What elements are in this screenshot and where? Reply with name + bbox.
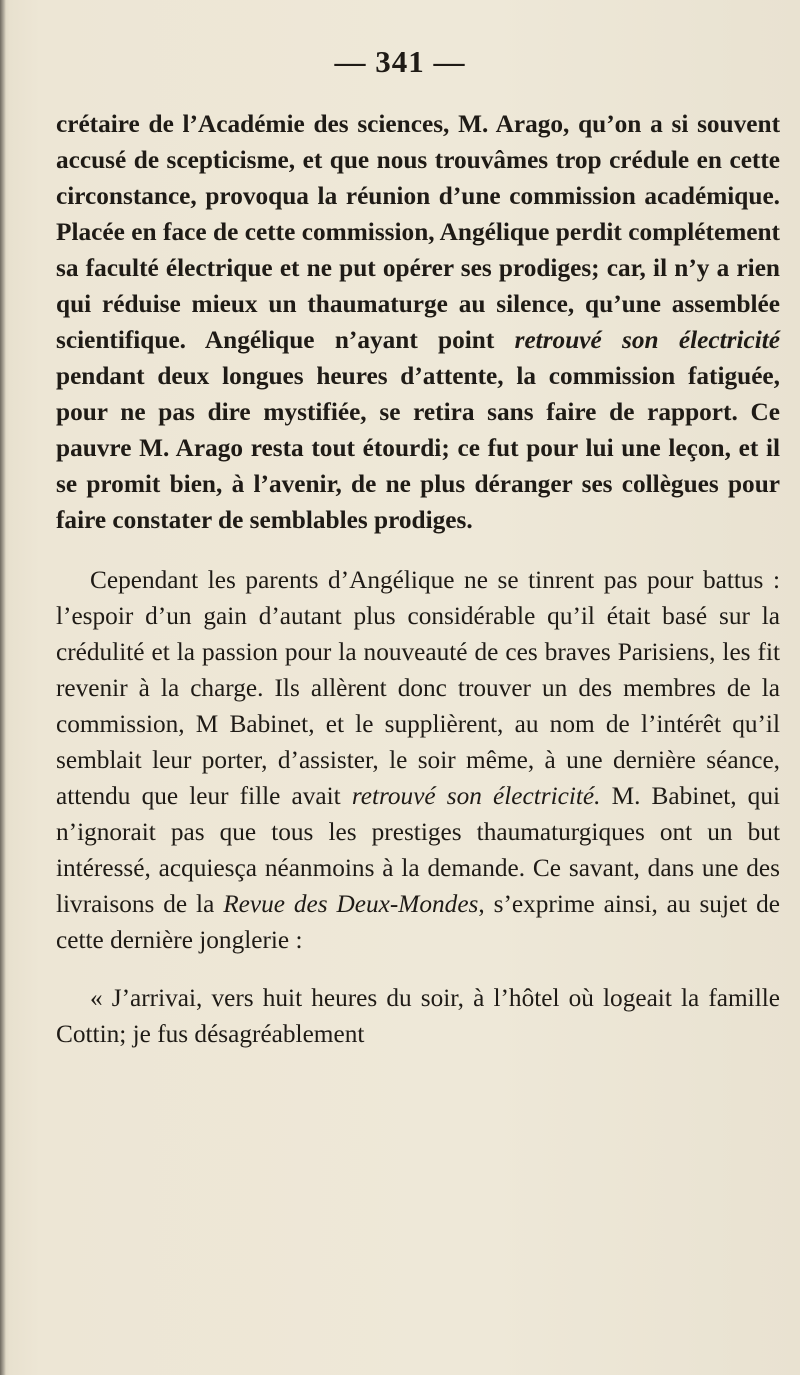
body-text xyxy=(56,106,780,1052)
paragraph-3 xyxy=(56,980,780,1052)
paragraph-2-text-1: Cependant les parents d’Angélique ne se tinrent pas pour battus : l’espoir d’un gain d’autant plus considérable qu’il était basé sur la crédulité et la passion pour la nouveauté de ces braves Parisiens, les fit revenir à la charge. Ils allèrent donc trouver un des membres de la commission, M Babinet, et le supplièrent, au nom de l’intérêt qu’il semblait leur porter, d’assister, le soir même, à une dernière séance, attendu que leur fille avait xyxy=(56,566,780,810)
paragraph-2 xyxy=(56,562,780,958)
paragraph-1 xyxy=(56,106,780,538)
paragraph-1-text-2: pendant deux longues heures d’attente, la commission fatiguée, pour ne pas dire mystifiée, se retira sans faire de rapport. Ce pauvre M. Arago resta tout étourdi; ce fut pour lui une leçon, et il se promit bien, à l’avenir, de ne plus déranger ses collègues pour faire constater de semblables prodiges. xyxy=(56,362,780,534)
paragraph-2-italic-1: retrouvé son électricité. xyxy=(351,782,601,810)
paragraph-1-text-1: crétaire de l’Académie des sciences, M. Arago, qu’on a si souvent accusé de scepticisme, et que nous trouvâmes trop crédule en cette circonstance, provoqua la réunion d’une commission académique. Placée en face de cette commission, Angélique perdit complétement sa faculté électrique et ne put opérer ses prodiges; car, il n’y a rien qui réduise mieux un thaumaturge au silence, qu’une assemblée scientifique. Angélique n’ayant point xyxy=(56,110,780,354)
paragraph-2-italic-2: Revue des Deux-Mondes xyxy=(223,890,479,918)
paragraph-2-text-3: , s’exprime ainsi, au sujet de cette dernière jonglerie : xyxy=(56,890,781,954)
paragraph-3-text-1: « J’arrivai, vers huit heures du soir, à l’hôtel où logeait la famille Cottin; je fus désagréablement xyxy=(56,984,780,1048)
paragraph-1-italic-1: retrouvé son électricité xyxy=(514,326,780,354)
paragraph-2-text-2: M. Babinet, qui n’ignorait pas que tous les prestiges thaumaturgiques ont un but intéressé, acquiesça néanmoins à la demande. Ce savant, dans une des livraisons de la xyxy=(56,782,780,918)
page-binding-edge xyxy=(0,0,6,1375)
page-number: — 341 — xyxy=(334,44,466,79)
